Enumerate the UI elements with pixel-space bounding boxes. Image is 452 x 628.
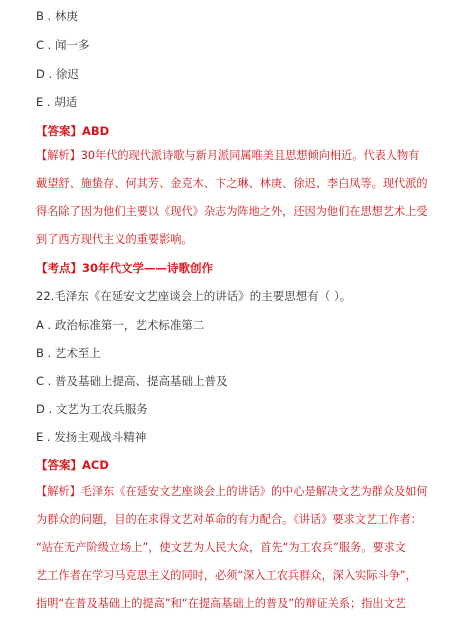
analysis-line: 得名除了因为他们主要以《现代》杂志为阵地之外，还因为他们在思想艺术上受 bbox=[36, 205, 428, 218]
analysis-line: “站在无产阶级立场上”，使文艺为人民大众，首先“为工农兵”服务。要求文 bbox=[36, 541, 406, 554]
q21-option-d: D . 徐迟 bbox=[36, 67, 79, 81]
q22-option-c: C . 普及基础上提高、提高基础上普及 bbox=[36, 374, 228, 388]
q22-option-e: E . 发扬主观战斗精神 bbox=[36, 430, 147, 444]
analysis-line: 艺工作者在学习马克思主义的同时，必须“深入工农兵群众，深入实际斗争”， bbox=[36, 569, 417, 582]
analysis-line: 指明“在普及基础上的提高”和“在提高基础上的普及”的辩证关系；指出文艺 bbox=[36, 597, 406, 610]
q21-analysis bbox=[36, 148, 428, 248]
analysis-line: 戴望舒、施蛰存、何其芳、金克木、卞之琳、林庚、徐迟、李白凤等。现代派的 bbox=[36, 177, 428, 190]
q22-option-b: B . 艺术至上 bbox=[36, 346, 101, 360]
analysis-line: 【解析】毛泽东《在延安文艺座谈会上的讲话》的中心是解决文艺为群众及如何 bbox=[36, 485, 428, 498]
q22-answer: 【答案】ACD bbox=[36, 458, 109, 472]
analysis-line: 到了西方现代主义的重要影响。 bbox=[36, 233, 193, 246]
q21-option-c: C . 闻一多 bbox=[36, 38, 90, 52]
q22-analysis bbox=[36, 484, 428, 612]
q21-topic: 【考点】30年代文学——诗歌创作 bbox=[36, 261, 214, 275]
q21-option-b: B . 林庚 bbox=[36, 9, 78, 23]
q21-option-e: E . 胡适 bbox=[36, 95, 78, 109]
q22-option-d: D . 文艺为工农兵服务 bbox=[36, 402, 148, 416]
analysis-line: 【解析】30年代的现代派诗歌与新月派同属唯美且思想倾向相近。代表人物有 bbox=[36, 149, 420, 162]
q22-stem: 22.毛泽东《在延安文艺座谈会上的讲话》的主要思想有（ ）。 bbox=[36, 289, 352, 303]
analysis-line: 为群众的问题，目的在求得文艺对革命的有力配合。《讲话》要求文艺工作者： bbox=[36, 513, 422, 526]
q22-option-a: A . 政治标准第一，艺术标准第二 bbox=[36, 318, 205, 332]
q21-answer: 【答案】ABD bbox=[36, 124, 110, 138]
